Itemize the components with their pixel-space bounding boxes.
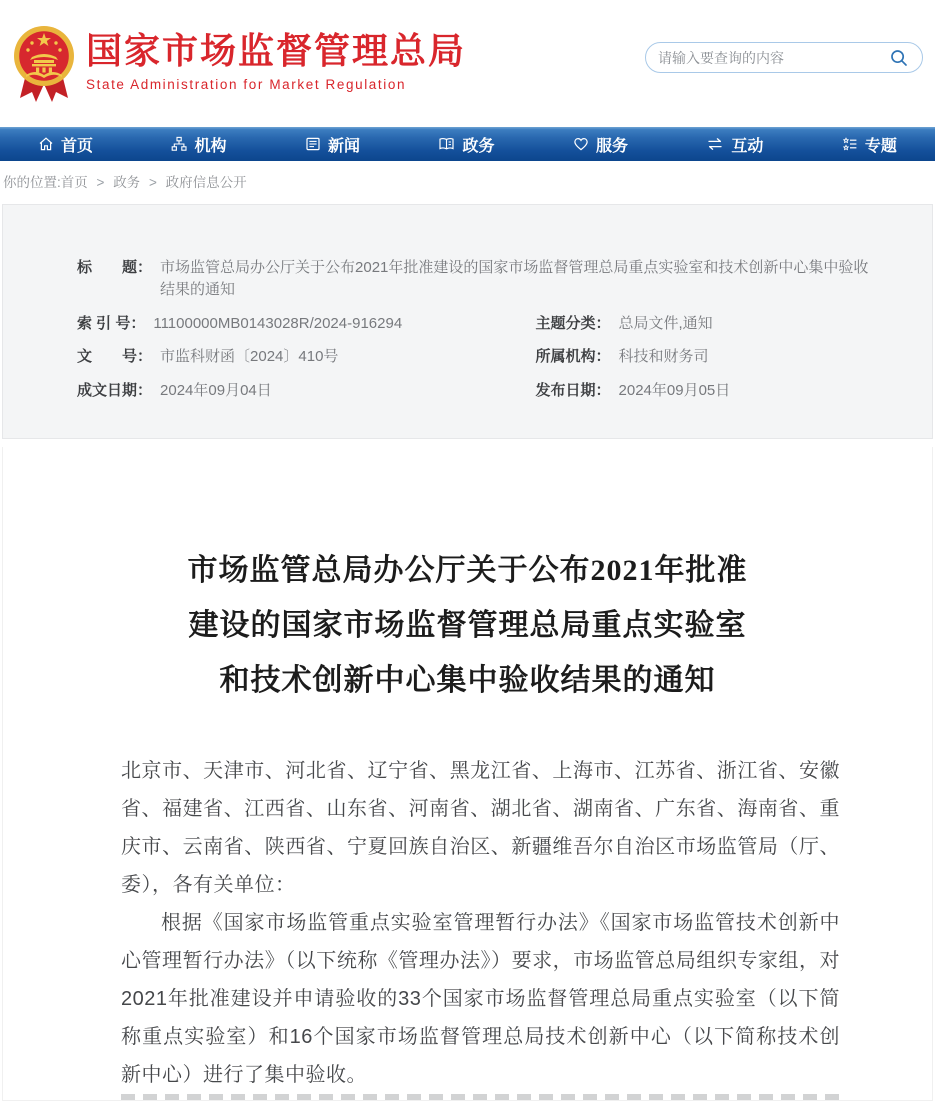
news-icon [305,136,321,152]
meta-row-written-date [77,380,471,402]
topics-icon [842,136,858,152]
meta-value-category: 总局文件,通知 [618,314,713,332]
meta-label-category: 主题分类： [535,314,611,332]
meta-row-category [536,313,875,335]
nav-item-news[interactable] [305,133,360,156]
meta-value-publish-date: 2024年09月05日 [618,382,731,399]
heart-icon [573,136,589,152]
meta-value-index: 11100000MB0143028R/2024-916294 [153,314,403,332]
nav-label: 政务 [462,137,495,155]
national-emblem-logo [12,22,76,108]
breadcrumb-link-gov[interactable]: 政务 [113,175,141,190]
nav-item-service[interactable] [573,133,628,156]
home-icon [38,136,54,152]
document-title-line: 和技术创新中心集中验收结果的通知 [219,663,716,697]
meta-row-title [77,257,874,301]
breadcrumb-separator: > [148,175,157,190]
breadcrumb-separator: > [96,175,105,190]
meta-label-publish-date: 发布日期： [535,382,611,399]
meta-row-agency [536,346,875,368]
breadcrumb [0,161,935,199]
nav-item-interact[interactable] [706,133,763,156]
site-title-block [86,30,466,92]
document-meta-card [2,204,933,439]
meta-value-title: 市场监管总局办公厅关于公布2021年批准建设的国家市场监督管理总局重点实验室和技术创新中心集中验收结果的通知 [160,259,869,298]
breadcrumb-prefix: 你的位置: [3,175,61,190]
nav-item-home[interactable] [38,133,93,156]
meta-row-publish-date [536,380,875,402]
nav-item-gov[interactable] [438,133,494,156]
nav-label: 首页 [61,137,94,155]
gov-icon [438,136,455,152]
search-box [645,42,923,73]
meta-col-right [481,313,875,414]
document-title-line: 建设的国家市场监督管理总局重点实验室 [188,608,747,642]
meta-grid [77,313,874,414]
meta-value-written-date: 2024年09月04日 [160,382,272,399]
national-emblem-icon [12,22,76,108]
document-title [3,543,932,708]
main-nav [0,127,935,161]
nav-label: 互动 [731,137,764,155]
meta-label-index: 索 引 号： [77,314,146,332]
meta-row-docnum [77,346,471,368]
nav-label: 专题 [864,137,897,155]
document-body [121,752,840,1094]
nav-label: 服务 [595,137,628,155]
document-paragraph-basis: 根据《国家市场监管重点实验室管理暂行办法》《国家市场监管技术创新中心管理暂行办法》（以下统称《管理办法》）要求，市场监管总局组织专家组，对2021年批准建设并申请验收的33个国家市场监督管理总局重点实验室（以下简称重点实验室）和16个国家市场监督管理总局技术创新中心（以下简称技术创新中心）进行了集中验收。 [121,911,840,1086]
meta-label-written-date: 成文日期： [77,382,153,399]
site-title: 国家市场监督管理总局 [86,30,467,71]
nav-item-topics[interactable] [842,133,897,156]
interact-icon [706,136,724,152]
breadcrumb-link-info[interactable]: 政府信息公开 [165,175,247,190]
meta-value-docnum: 市监科财函〔2024〕410号 [160,348,339,366]
breadcrumb-link-home[interactable]: 首页 [60,175,88,190]
site-subtitle: State Administration for Market Regulation [86,77,407,93]
document-title-line: 市场监管总局办公厅关于公布2021年批准 [187,553,748,587]
org-icon [171,136,187,152]
meta-row-index [77,313,471,335]
document-content [2,447,933,1101]
meta-label-docnum: 文 号： [77,348,153,366]
meta-label-agency: 所属机构： [535,348,611,366]
nav-item-org[interactable] [171,133,226,156]
search-icon [890,49,908,67]
search-input[interactable] [658,50,888,66]
nav-label: 机构 [194,137,227,155]
clipped-text-row [121,1094,840,1100]
site-header [0,0,935,127]
search-button[interactable] [888,47,910,69]
meta-col-left [77,313,471,414]
document-paragraph-addressees: 北京市、天津市、河北省、辽宁省、黑龙江省、上海市、江苏省、浙江省、安徽省、福建省、江西省、山东省、河南省、湖北省、湖南省、广东省、海南省、重庆市、云南省、陕西省、宁夏回族自治区、新疆维吾尔自治区市场监管局（厅、委），各有关单位： [121,759,840,896]
meta-value-agency: 科技和财务司 [618,348,709,366]
nav-label: 新闻 [327,137,360,155]
meta-label-title: 标 题： [77,259,153,276]
